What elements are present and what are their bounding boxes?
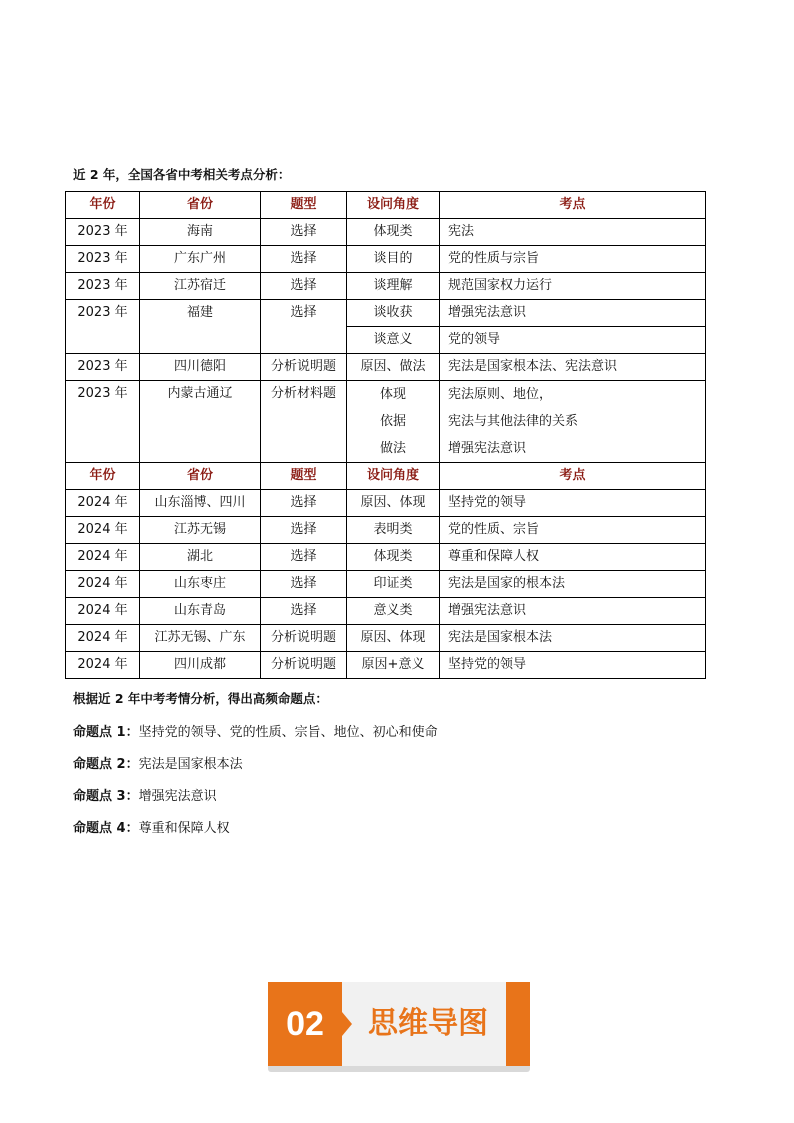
cell-angle: 谈理解 [347,273,440,300]
cell-angle: 意义类 [347,598,440,625]
cell-point: 尊重和保障人权 [440,544,706,571]
cell-angle: 谈收获 [347,300,440,327]
cell-type: 选择 [261,571,347,598]
cell-year: 2023 年 [66,381,140,463]
cell-type: 选择 [261,219,347,246]
cell-point: 宪法是国家的根本法 [440,571,706,598]
banner-end-block [506,982,530,1066]
table-row [66,354,706,381]
summary-title: 根据近 2 年中考考情分析，得出高频命题点： [73,691,328,706]
cell-point-stack [440,381,706,463]
cell-year: 2024 年 [66,598,140,625]
table-header-row [66,463,706,490]
table-row [66,652,706,679]
exam-analysis-table [65,191,706,679]
cell-angle: 依据 [379,414,406,429]
cell-angle: 谈意义 [347,327,440,354]
header-year: 年份 [66,463,140,490]
cell-point: 宪法是国家根本法 [440,625,706,652]
cell-type: 选择 [261,273,347,300]
section-banner [268,982,530,1068]
cell-type: 选择 [261,598,347,625]
key-point-label: 命题点 1： [73,725,139,740]
intro-text: 近 2 年，全国各省中考相关考点分析： [73,167,291,182]
table-row [66,219,706,246]
table-row [66,300,706,327]
cell-type: 选择 [261,544,347,571]
banner-number: 02 [286,1005,324,1043]
cell-point: 宪法 [440,219,706,246]
cell-angle: 原因、做法 [347,354,440,381]
cell-point: 坚持党的领导 [440,490,706,517]
cell-type: 分析说明题 [261,354,347,381]
cell-province: 福建 [140,300,261,354]
cell-province: 山东淄博、四川 [140,490,261,517]
cell-angle: 原因、体现 [347,490,440,517]
cell-point: 宪法原则、地位， [448,387,553,402]
cell-province: 内蒙古通辽 [140,381,261,463]
table-row [66,246,706,273]
cell-point: 宪法是国家根本法、宪法意识 [440,354,706,381]
header-point: 考点 [440,192,706,219]
chevron-right-icon [342,1012,352,1036]
cell-angle: 印证类 [347,571,440,598]
cell-year: 2023 年 [66,300,140,354]
cell-year: 2023 年 [66,273,140,300]
cell-province: 江苏无锡 [140,517,261,544]
cell-point: 党的性质与宗旨 [440,246,706,273]
key-point-label: 命题点 3： [73,789,139,804]
cell-province: 广东广州 [140,246,261,273]
key-point-label: 命题点 2： [73,757,139,772]
cell-year: 2024 年 [66,571,140,598]
cell-province: 湖北 [140,544,261,571]
cell-angle: 谈目的 [347,246,440,273]
cell-province: 四川成都 [140,652,261,679]
cell-angle: 体现类 [347,219,440,246]
header-province: 省份 [140,463,261,490]
header-year: 年份 [66,192,140,219]
cell-province: 山东枣庄 [140,571,261,598]
table-header-row [66,192,706,219]
cell-type: 选择 [261,300,347,354]
cell-year: 2024 年 [66,625,140,652]
cell-angle: 体现 [379,387,406,402]
cell-point: 增强宪法意识 [440,598,706,625]
cell-point: 党的领导 [440,327,706,354]
key-point-text: 坚持党的领导、党的性质、宗旨、地位、初心和使命 [138,725,438,740]
header-type: 题型 [261,463,347,490]
table-row [66,598,706,625]
cell-year: 2023 年 [66,246,140,273]
table-row [66,544,706,571]
cell-angle: 表明类 [347,517,440,544]
cell-angle: 原因+意义 [347,652,440,679]
cell-angle-stack [347,381,440,463]
key-point-item [73,817,230,836]
cell-province: 四川德阳 [140,354,261,381]
cell-point: 增强宪法意识 [448,441,527,456]
table-row [66,625,706,652]
table-row [66,273,706,300]
cell-angle: 做法 [379,441,406,456]
cell-angle: 体现类 [347,544,440,571]
table-row [66,571,706,598]
cell-type: 分析说明题 [261,625,347,652]
cell-type: 选择 [261,246,347,273]
key-point-label: 命题点 4： [73,821,139,836]
key-point-item [73,753,243,772]
cell-type: 分析说明题 [261,652,347,679]
banner-title: 思维导图 [368,1006,488,1041]
key-point-item [73,785,217,804]
cell-point: 增强宪法意识 [440,300,706,327]
cell-province: 海南 [140,219,261,246]
cell-year: 2024 年 [66,490,140,517]
cell-year: 2023 年 [66,219,140,246]
cell-type: 分析材料题 [261,381,347,463]
cell-province: 江苏宿迁 [140,273,261,300]
table-row [66,517,706,544]
cell-type: 选择 [261,517,347,544]
cell-province: 山东青岛 [140,598,261,625]
header-point: 考点 [440,463,706,490]
table-row [66,381,706,463]
key-point-text: 尊重和保障人权 [138,821,230,836]
header-type: 题型 [261,192,347,219]
cell-point: 规范国家权力运行 [440,273,706,300]
cell-point: 坚持党的领导 [440,652,706,679]
cell-angle: 原因、体现 [347,625,440,652]
cell-type: 选择 [261,490,347,517]
header-angle: 设问角度 [347,463,440,490]
table-row [66,490,706,517]
key-point-text: 增强宪法意识 [138,789,217,804]
header-angle: 设问角度 [347,192,440,219]
key-point-text: 宪法是国家根本法 [138,757,243,772]
cell-point: 党的性质、宗旨 [440,517,706,544]
key-point-item [73,721,438,740]
cell-year: 2024 年 [66,652,140,679]
cell-year: 2024 年 [66,517,140,544]
cell-year: 2024 年 [66,544,140,571]
cell-year: 2023 年 [66,354,140,381]
cell-point: 宪法与其他法律的关系 [448,414,579,429]
header-province: 省份 [140,192,261,219]
cell-province: 江苏无锡、广东 [140,625,261,652]
